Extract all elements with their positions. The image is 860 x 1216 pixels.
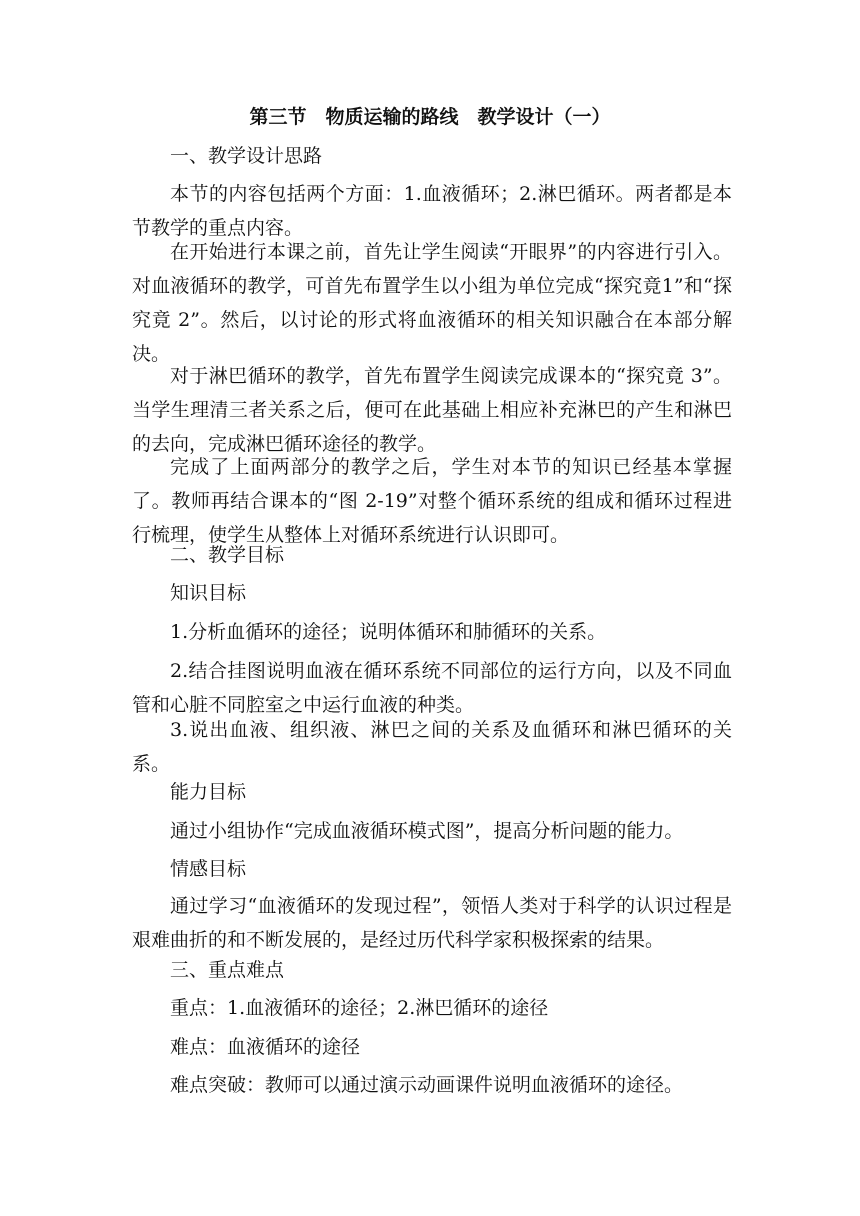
breakthrough-text: 难点突破：教师可以通过演示动画课件说明血液循环的途径。 [170, 1074, 684, 1096]
paragraph-blood-circulation-teaching: 在开始进行本课之前，首先让学生阅读“开眼界”的内容进行引入。对血液循环的教学，可首先布置学生以小组为单位完成“探究竟1”和“探究竟 2”。然后，以讨论的形式将血液循环的相关知识融合在本部分解决。 [132, 241, 732, 365]
section-heading-objectives: 二、教学目标 [170, 544, 285, 566]
document-title: 第三节 物质运输的路线 教学设计（一） [249, 106, 611, 128]
ability-objective-text: 通过小组协作“完成血液循环模式图”，提高分析问题的能力。 [170, 820, 684, 842]
knowledge-objective-2: 2.结合挂图说明血液在循环系统不同部位的运行方向，以及不同血管和心脏不同腔室之中运行血液的种类。 [132, 660, 732, 716]
knowledge-objective-3: 3.说出血液、组织液、淋巴之间的关系及血循环和淋巴循环的关系。 [132, 719, 732, 775]
paragraph-content-overview: 本节的内容包括两个方面：1.血液循环；2.淋巴循环。两者都是本节教学的重点内容。 [132, 183, 732, 239]
subheading-ability-objectives: 能力目标 [170, 781, 247, 803]
section-heading-design-ideas: 一、教学设计思路 [170, 145, 323, 167]
difficult-point-text: 难点：血液循环的途径 [170, 1036, 361, 1058]
subheading-emotion-objectives: 情感目标 [170, 858, 247, 880]
emotion-objective-text: 通过学习“血液循环的发现过程”，领悟人类对于科学的认识过程是艰难曲折的和不断发展的，是经过历代科学家积极探索的结果。 [132, 895, 732, 951]
section-heading-key-difficult-points: 三、重点难点 [170, 959, 285, 981]
paragraph-lymph-circulation-teaching: 对于淋巴循环的教学，首先布置学生阅读完成课本的“探究竟 3”。当学生理清三者关系之后，便可在此基础上相应补充淋巴的产生和淋巴的去向，完成淋巴循环途径的教学。 [132, 365, 732, 455]
paragraph-summary-teaching: 完成了上面两部分的教学之后，学生对本节的知识已经基本掌握了。教师再结合课本的“图 2-19”对整个循环系统的组成和循环过程进行梳理，使学生从整体上对循环系统进行认识即可。 [132, 456, 732, 546]
knowledge-objective-1: 1.分析血循环的途径；说明体循环和肺循环的关系。 [170, 621, 607, 643]
subheading-knowledge-objectives: 知识目标 [170, 582, 247, 604]
key-point-text: 重点：1.血液循环的途径；2.淋巴循环的途径 [170, 997, 549, 1019]
